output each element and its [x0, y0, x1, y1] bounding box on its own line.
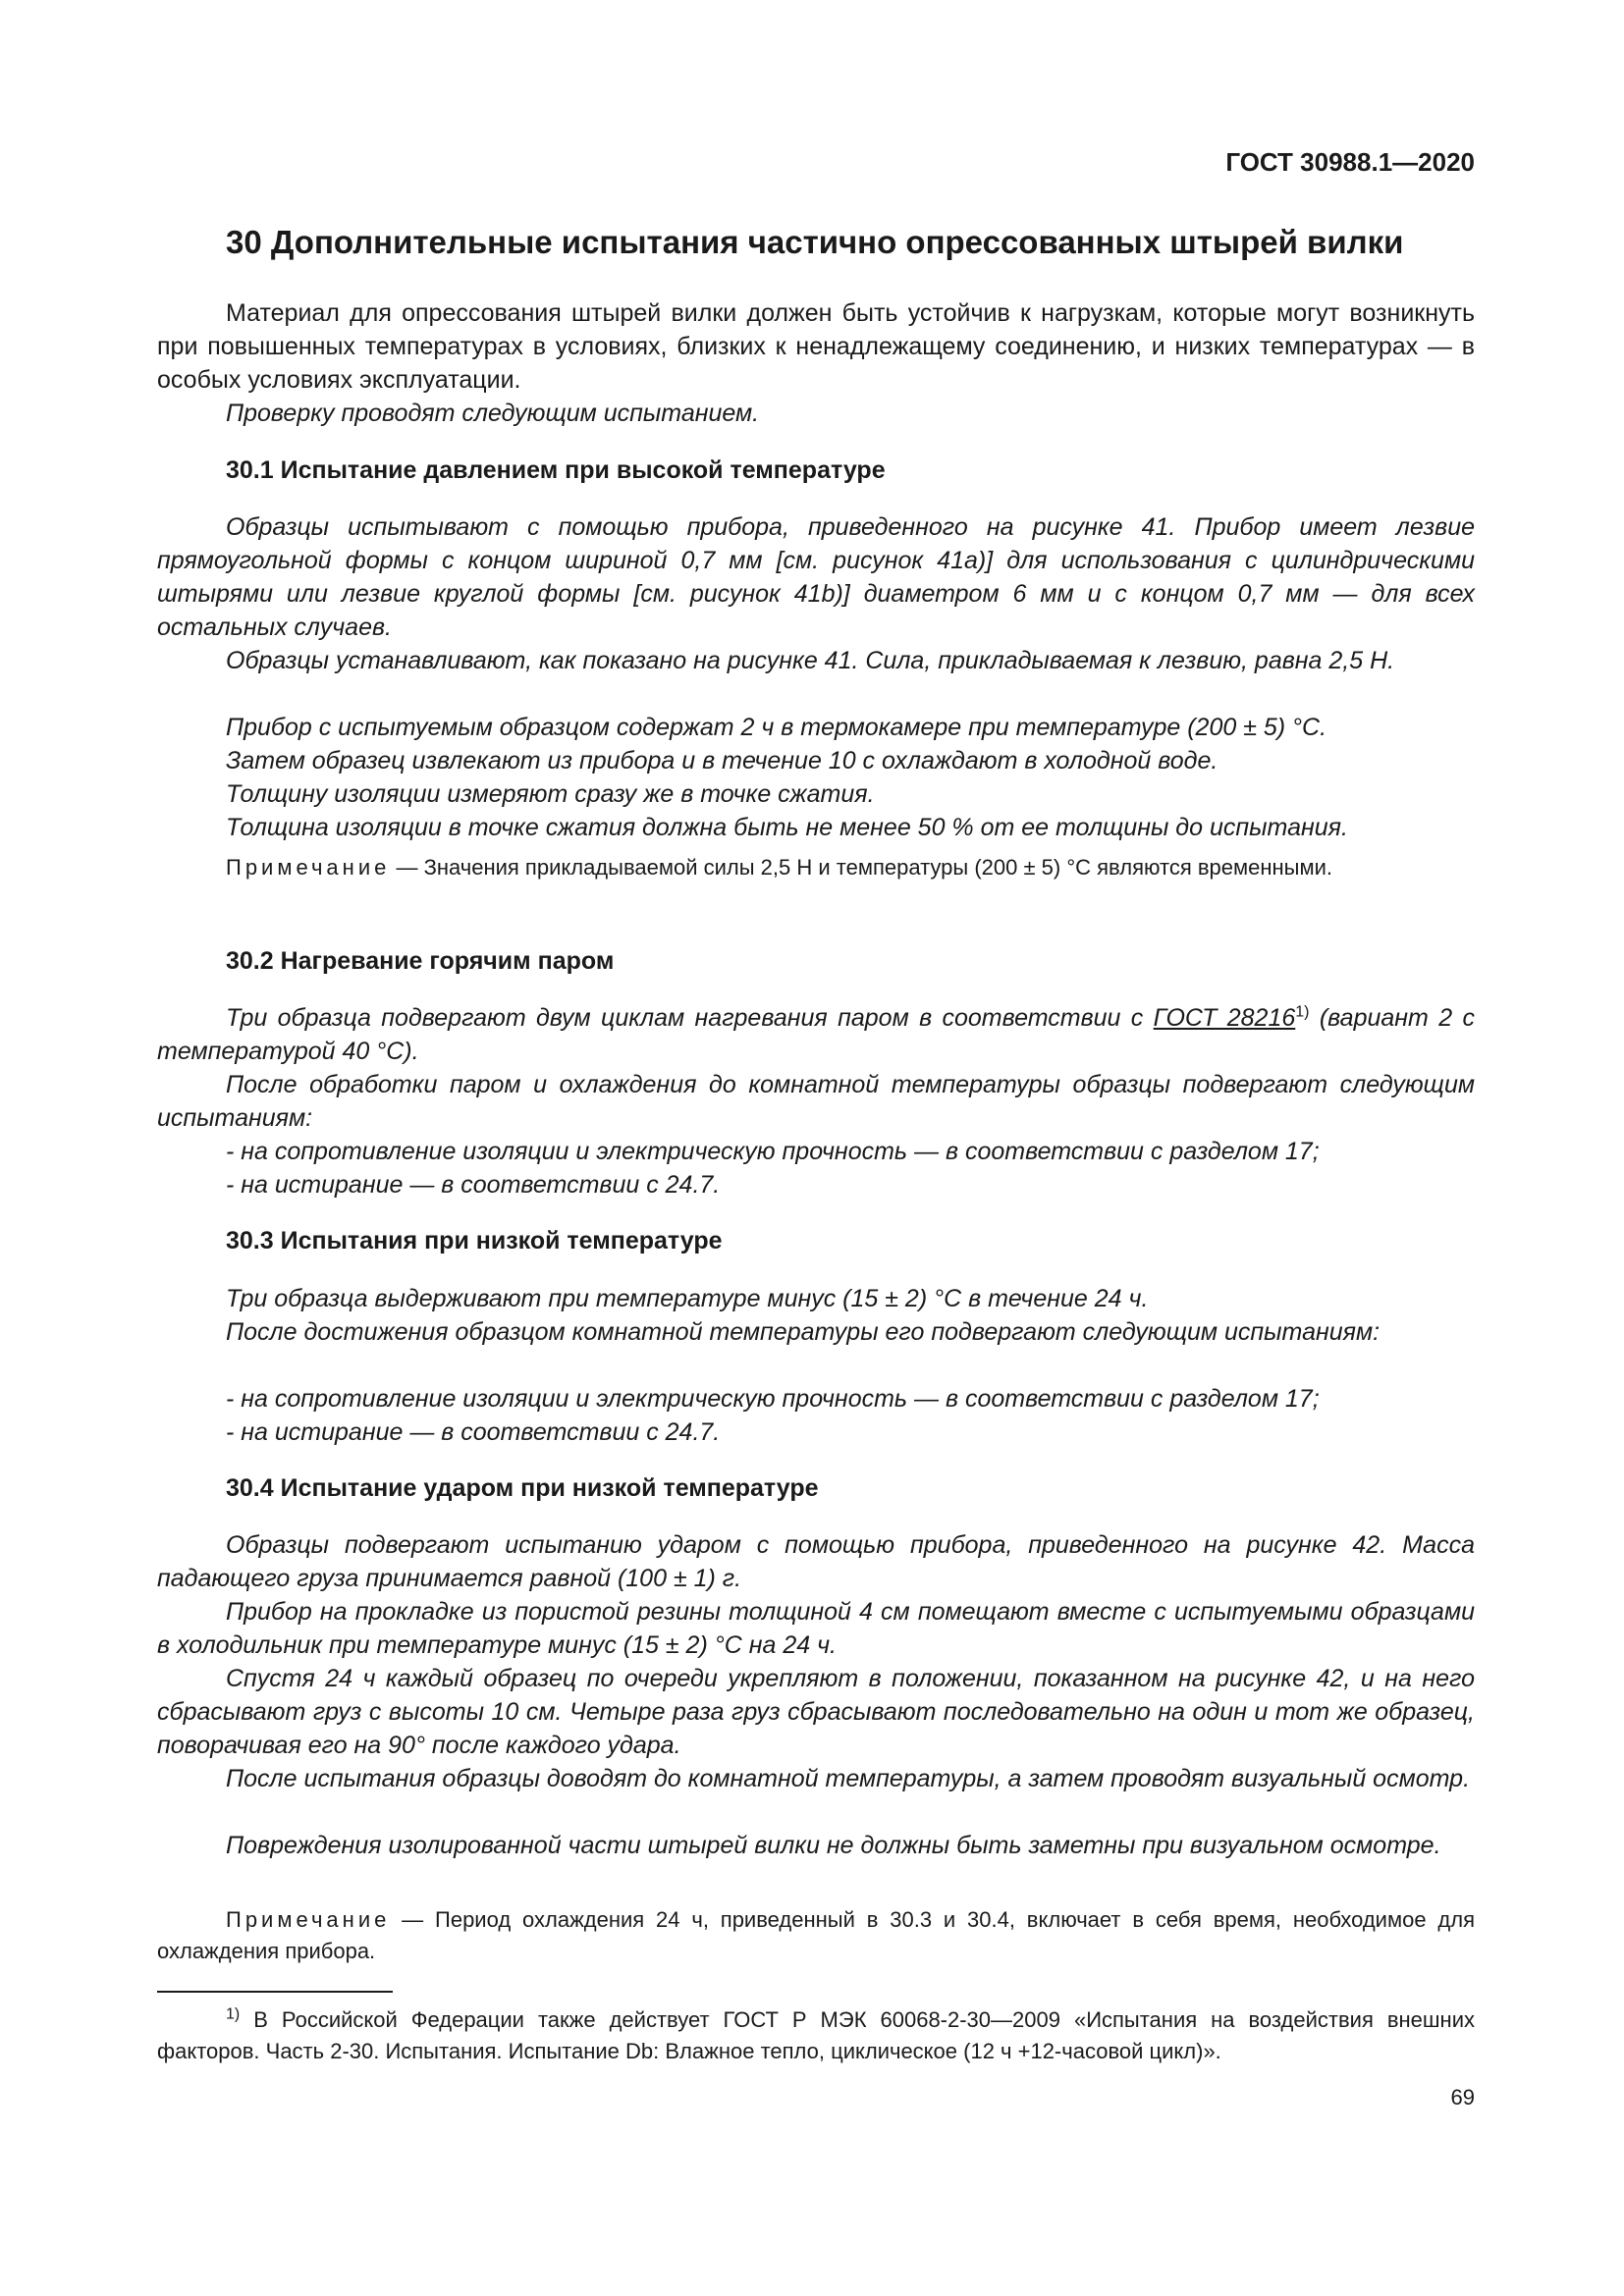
paragraph-30-1-1: Образцы испытывают с помощью прибора, приведенного на рисунке 41. Прибор имеет лезвие прямоугольной формы с концом шириной 0,7 мм [см. рисунок 41a)] для использования с цилиндрическими штырями или лезвие круглой формы [см. рисунок 41b)] диаметром 6 мм и с концом 0,7 мм — для всех остальных случаев. — [157, 513, 1475, 641]
paragraph-30-4-5: Повреждения изолированной части штырей вилки не должны быть заметны при визуальном осмотре. — [226, 1832, 1441, 1859]
paragraph-text: (вариант 2 с температурой 40 °С). — [157, 1004, 1475, 1065]
footnote-divider — [157, 1991, 393, 1993]
footnote-mark: 1) — [226, 2005, 241, 2023]
paragraph-30-4-2: Прибор на прокладке из пористой резины толщиной 4 см помещают вместе с испытуемыми образцами в холодильник при температуре минус (15 ± 2) °С на 24 ч. — [157, 1598, 1475, 1659]
paragraph-text: Три образца подвергают двум циклам нагревания паром в соответствии с — [226, 1004, 1154, 1032]
paragraph-30-4-3: Спустя 24 ч каждый образец по очереди укрепляют в положении, показанном на рисунке 42, и на него сбрасывают груз с высоты 10 см. Четыре раза груз сбрасывают последовательно на один и тот же образец, поворачивая его на 90° после каждого удара. — [157, 1665, 1475, 1759]
note-30-1 — [157, 852, 1475, 883]
paragraph-30-1-3: Прибор с испытуемым образцом содержат 2 ч в термокамере при температуре (200 ± 5) °С. — [226, 714, 1327, 741]
footnote-text: В Российской Федерации также действует ГОСТ Р МЭК 60068-2-30—2009 «Испытания на воздействия внешних факторов. Часть 2-30. Испытания. Испытание Db: Влажное тепло, циклическое (12 ч +12-часовой цикл)». — [157, 2007, 1475, 2063]
document-code: ГОСТ 30988.1—2020 — [1225, 147, 1475, 177]
subsection-title-30-1: 30.1 Испытание давлением при высокой температуре — [226, 456, 886, 484]
list-item: - на истирание — в соответствии с 24.7. — [226, 1418, 721, 1446]
list-item: - на сопротивление изоляции и электрическую прочность — в соответствии с разделом 17; — [226, 1385, 1320, 1413]
paragraph-30-2-2: После обработки паром и охлаждения до комнатной температуры образцы подвергают следующим испытаниям: — [157, 1071, 1475, 1132]
section-check-paragraph: Проверку проводят следующим испытанием. — [226, 400, 760, 427]
note-label: Примечание — [226, 1907, 391, 1932]
page-number: 69 — [1450, 2085, 1475, 2109]
note-text: — Период охлаждения 24 ч, приведенный в 30.3 и 30.4, включает в себя время, необходимое для охлаждения прибора. — [157, 1907, 1475, 1963]
subsection-title-30-4: 30.4 Испытание ударом при низкой температуре — [226, 1474, 819, 1502]
section-intro-paragraph: Материал для опрессования штырей вилки должен быть устойчив к нагрузкам, которые могут возникнуть при повышенных температурах в условиях, близких к ненадлежащему соединению, и низких температурах — в особых условиях эксплуатации. — [157, 299, 1475, 394]
footnote-mark: 1) — [1295, 1003, 1310, 1021]
standard-reference-link[interactable]: ГОСТ 28216 — [1153, 1004, 1296, 1032]
paragraph-30-1-6: Толщина изоляции в точке сжатия должна быть не менее 50 % от ее толщины до испытания. — [226, 814, 1348, 841]
note-text: — Значения прикладываемой силы 2,5 Н и температуры (200 ± 5) °С являются временными. — [390, 855, 1333, 880]
paragraph-30-2-1 — [157, 1001, 1475, 1068]
list-item: - на сопротивление изоляции и электрическую прочность — в соответствии с разделом 17; — [226, 1138, 1320, 1165]
paragraph-30-1-2: Образцы устанавливают, как показано на рисунке 41. Сила, прикладываемая к лезвию, равна 2,5 Н. — [226, 647, 1395, 674]
paragraph-30-3-2: После достижения образцом комнатной температуры его подвергают следующим испытаниям: — [226, 1318, 1380, 1346]
paragraph-30-4-1: Образцы подвергают испытанию ударом с помощью прибора, приведенного на рисунке 42. Масса падающего груза принимается равной (100 ± 1) г. — [157, 1531, 1475, 1592]
paragraph-30-4-4: После испытания образцы доводят до комнатной температуры, а затем проводят визуальный осмотр. — [226, 1765, 1471, 1792]
note-label: Примечание — [226, 855, 391, 880]
list-item: - на истирание — в соответствии с 24.7. — [226, 1171, 721, 1199]
section-title: 30 Дополнительные испытания частично опрессованных штырей вилки — [226, 224, 1404, 260]
note-30-4 — [157, 1904, 1475, 1967]
document-page — [157, 0, 1475, 2296]
paragraph-30-1-4: Затем образец извлекают из прибора и в течение 10 с охлаждают в холодной воде. — [226, 747, 1218, 774]
footnote — [157, 2004, 1475, 2067]
paragraph-30-1-5: Толщину изоляции измеряют сразу же в точке сжатия. — [226, 780, 875, 808]
subsection-title-30-2: 30.2 Нагревание горячим паром — [226, 947, 615, 975]
subsection-title-30-3: 30.3 Испытания при низкой температуре — [226, 1227, 723, 1255]
paragraph-30-3-1: Три образца выдерживают при температуре минус (15 ± 2) °С в течение 24 ч. — [226, 1285, 1149, 1312]
